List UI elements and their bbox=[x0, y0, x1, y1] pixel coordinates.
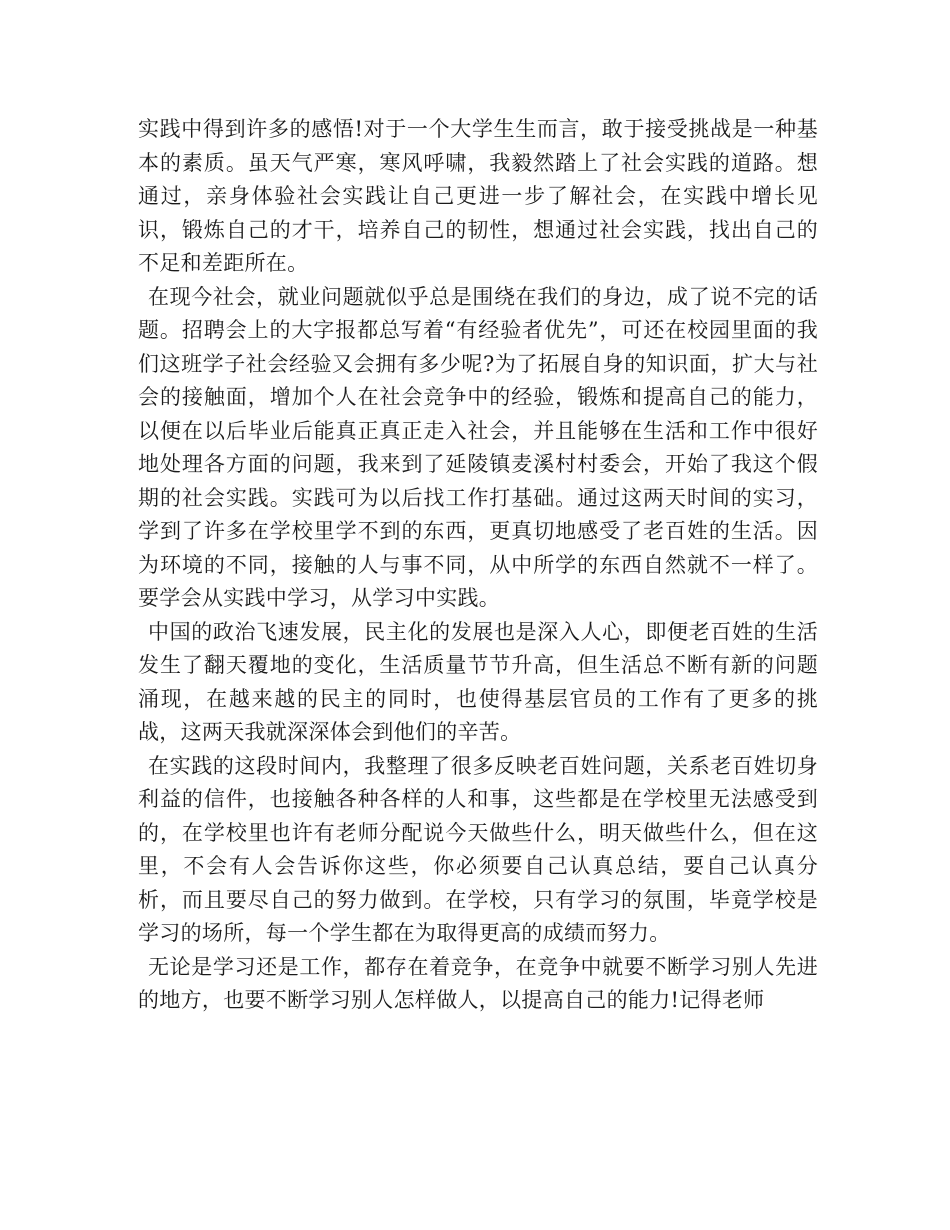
paragraph-2: 在现今社会，就业问题就似乎总是围绕在我们的身边，成了说不完的话题。招聘会上的大字报都总写着“有经验者优先”，可还在校园里面的我们这班学子社会经验又会拥有多少呢?为了拓展自身的知识面，扩大与社会的接触面，增加个人在社会竞争中的经验，锻炼和提高自己的能力，以便在以后毕业后能真正真正走入社会，并且能够在生活和工作中很好地处理各方面的问题，我来到了延陵镇麦溪村村委会，开始了我这个假期的社会实践。实践可为以后找工作打基础。通过这两天时间的实习，学到了许多在学校里学不到的东西，更真切地感受了老百姓的生活。因为环境的不同，接触的人与事不同，从中所学的东西自然就不一样了。要学会从实践中学习，从学习中实践。 bbox=[138, 284, 818, 610]
paragraph-5: 无论是学习还是工作，都存在着竞争，在竞争中就要不断学习别人先进的地方，也要不断学习别人怎样做人，以提高自己的能力!记得老师 bbox=[138, 954, 818, 1012]
document-body bbox=[138, 113, 818, 1018]
paragraph-1: 实践中得到许多的感悟!对于一个大学生生而言，敢于接受挑战是一种基本的素质。虽天气严寒，寒风呼啸，我毅然踏上了社会实践的道路。想通过，亲身体验社会实践让自己更进一步了解社会，在实践中增长见识，锻炼自己的才干，培养自己的韧性，想通过社会实践，找出自己的不足和差距所在。 bbox=[138, 117, 818, 275]
paragraph-3: 中国的政治飞速发展，民主化的发展也是深入人心，即便老百姓的生活发生了翻天覆地的变化，生活质量节节升高，但生活总不断有新的问题涌现，在越来越的民主的同时，也使得基层官员的工作有了更多的挑战，这两天我就深深体会到他们的辛苦。 bbox=[138, 619, 818, 744]
paragraph-4: 在实践的这段时间内，我整理了很多反映老百姓问题，关系老百姓切身利益的信件，也接触各种各样的人和事，这些都是在学校里无法感受到的，在学校里也许有老师分配说今天做些什么，明天做些什么，但在这里，不会有人会告诉你这些，你必须要自己认真总结，要自己认真分析，而且要尽自己的努力做到。在学校，只有学习的氛围，毕竟学校是学习的场所，每一个学生都在为取得更高的成绩而努力。 bbox=[138, 753, 818, 945]
